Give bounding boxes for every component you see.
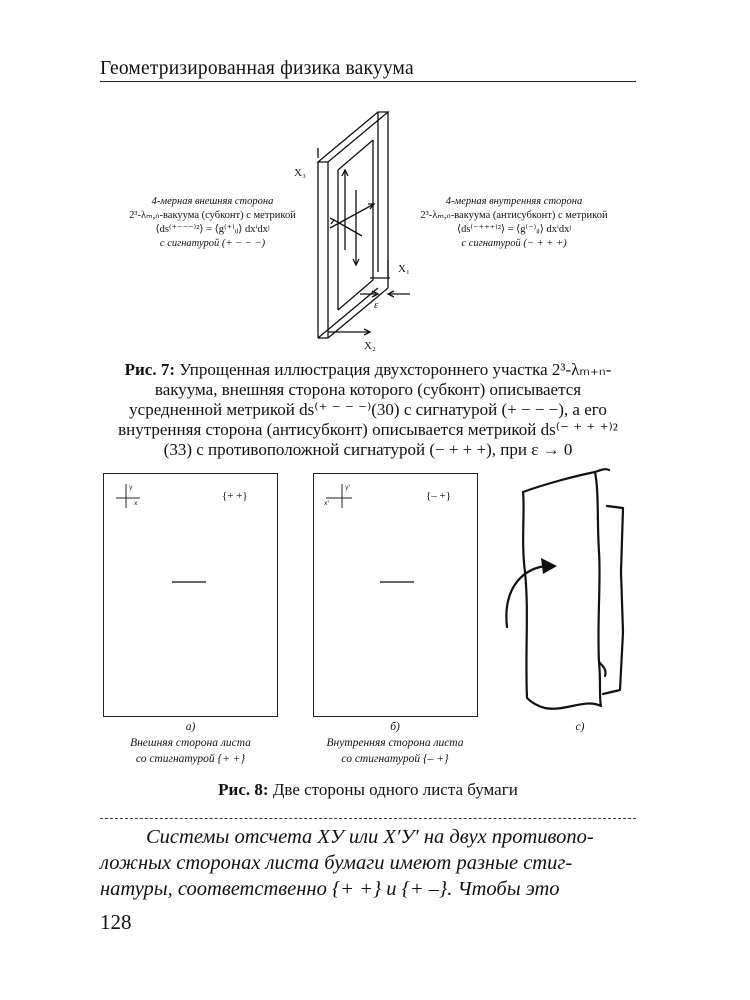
body-line2: ложных сторонах листа бумаги имеют разные стиг- bbox=[100, 852, 573, 874]
panel-b-sub2: со стигнатурой {– +} bbox=[341, 753, 449, 765]
panel-a-sheet bbox=[103, 473, 278, 717]
header-rule bbox=[100, 81, 636, 82]
body-line3: натуры, соответственно {+ +} и {+ –}. Чтобы это bbox=[100, 878, 560, 900]
panel-b-sheet bbox=[313, 473, 478, 717]
panel-a-mark bbox=[172, 581, 206, 583]
panel-b-letter: б) bbox=[390, 721, 400, 733]
x3-label: X₃ bbox=[294, 167, 306, 179]
fig7-caption-line2: вакуума, внешняя сторона которого (субконт) описывается bbox=[154, 380, 582, 399]
fig7-right-note bbox=[408, 195, 620, 251]
panel-c-subcaption bbox=[550, 719, 610, 735]
panel-a-y-label: y bbox=[129, 484, 133, 491]
body-line1: Системы отсчета ХУ или Х′У′ на двух противопо- bbox=[146, 826, 594, 848]
right-note-line2: 2³-λₘ,ₙ-вакуума (антисубконт) с метрикой bbox=[420, 210, 608, 221]
panel-a-signature: {+ +} bbox=[222, 490, 248, 502]
left-note-line2: 2³-λₘ,ₙ-вакуума (субконт) с метрикой bbox=[129, 210, 296, 221]
fig7-caption-line3: усредненной метрикой ds⁽⁺ ⁻ ⁻ ⁻⁾(30) с сигнатурой (+ − − −), а его bbox=[129, 400, 607, 419]
page-number: 128 bbox=[100, 910, 132, 934]
fig8-caption bbox=[100, 780, 636, 800]
panel-b-axes bbox=[322, 482, 356, 512]
curl-arrow-head-icon bbox=[541, 558, 557, 574]
panel-c-letter: с) bbox=[575, 721, 585, 733]
panel-a-letter: а) bbox=[185, 721, 196, 733]
panel-a-subcaption bbox=[103, 719, 278, 767]
panel-b-mark bbox=[380, 581, 414, 583]
fig7-caption-line1: Упрощенная иллюстрация двухстороннего участка 2³-λₘ₊ₙ- bbox=[179, 360, 612, 379]
panel-a-sub1: Внешняя сторона листа bbox=[130, 737, 251, 749]
panel-a-axes bbox=[114, 482, 144, 512]
body-paragraph bbox=[100, 824, 636, 902]
fig7-caption-prefix: Рис. 7: bbox=[124, 360, 176, 379]
x2-label: X₂ bbox=[364, 340, 376, 352]
fig7-caption-line4: внутренняя сторона (антисубконт) описывается метрикой ds⁽⁻ ⁺ ⁺ ⁺⁾² bbox=[118, 420, 618, 439]
panel-b-x-label: x' bbox=[324, 500, 330, 507]
left-note-line3: ⟨ds⁽⁺⁻⁻⁻⁾²⟩ = ⟨g⁽⁺⁾ᵢⱼ⟩ dxⁱdxʲ bbox=[155, 224, 270, 235]
fig7-caption bbox=[100, 360, 636, 460]
panel-a-sub2: со стигнатурой {+ +} bbox=[135, 753, 246, 765]
fig7-caption-line5: (33) с противоположной сигнатурой (− + + +), при ε → 0 bbox=[163, 440, 573, 459]
fig7-diagram bbox=[290, 100, 420, 355]
panel-b-subcaption bbox=[305, 719, 485, 767]
running-header: Геометризированная физика вакуума bbox=[100, 58, 414, 79]
fig8-caption-text: Две стороны одного листа бумаги bbox=[272, 780, 518, 799]
left-note-line4: с сигнатурой (+ − − −) bbox=[159, 238, 266, 249]
left-note-line1: 4-мерная внешняя сторона bbox=[151, 196, 274, 207]
panel-b-y-label: y' bbox=[345, 484, 351, 491]
right-note-line3: ⟨ds⁽⁻⁺⁺⁺⁾²⟩ = ⟨g⁽⁻⁾ᵢⱼ⟩ dxⁱdxʲ bbox=[456, 224, 571, 235]
fig7-left-note bbox=[110, 195, 315, 251]
panel-a-x-label: x bbox=[134, 500, 138, 507]
right-note-line4: с сигнатурой (− + + +) bbox=[461, 238, 567, 249]
dashed-divider bbox=[100, 818, 636, 819]
x1-label: X₁ bbox=[398, 263, 410, 275]
panel-b-signature: {– +} bbox=[426, 490, 452, 502]
panel-b-sub1: Внутренняя сторона листа bbox=[326, 737, 464, 749]
epsilon-label: ε bbox=[374, 299, 379, 311]
right-note-line1: 4-мерная внутренняя сторона bbox=[445, 196, 583, 207]
fig8-caption-prefix: Рис. 8: bbox=[218, 780, 269, 799]
panel-c-curled-sheet bbox=[495, 462, 645, 722]
